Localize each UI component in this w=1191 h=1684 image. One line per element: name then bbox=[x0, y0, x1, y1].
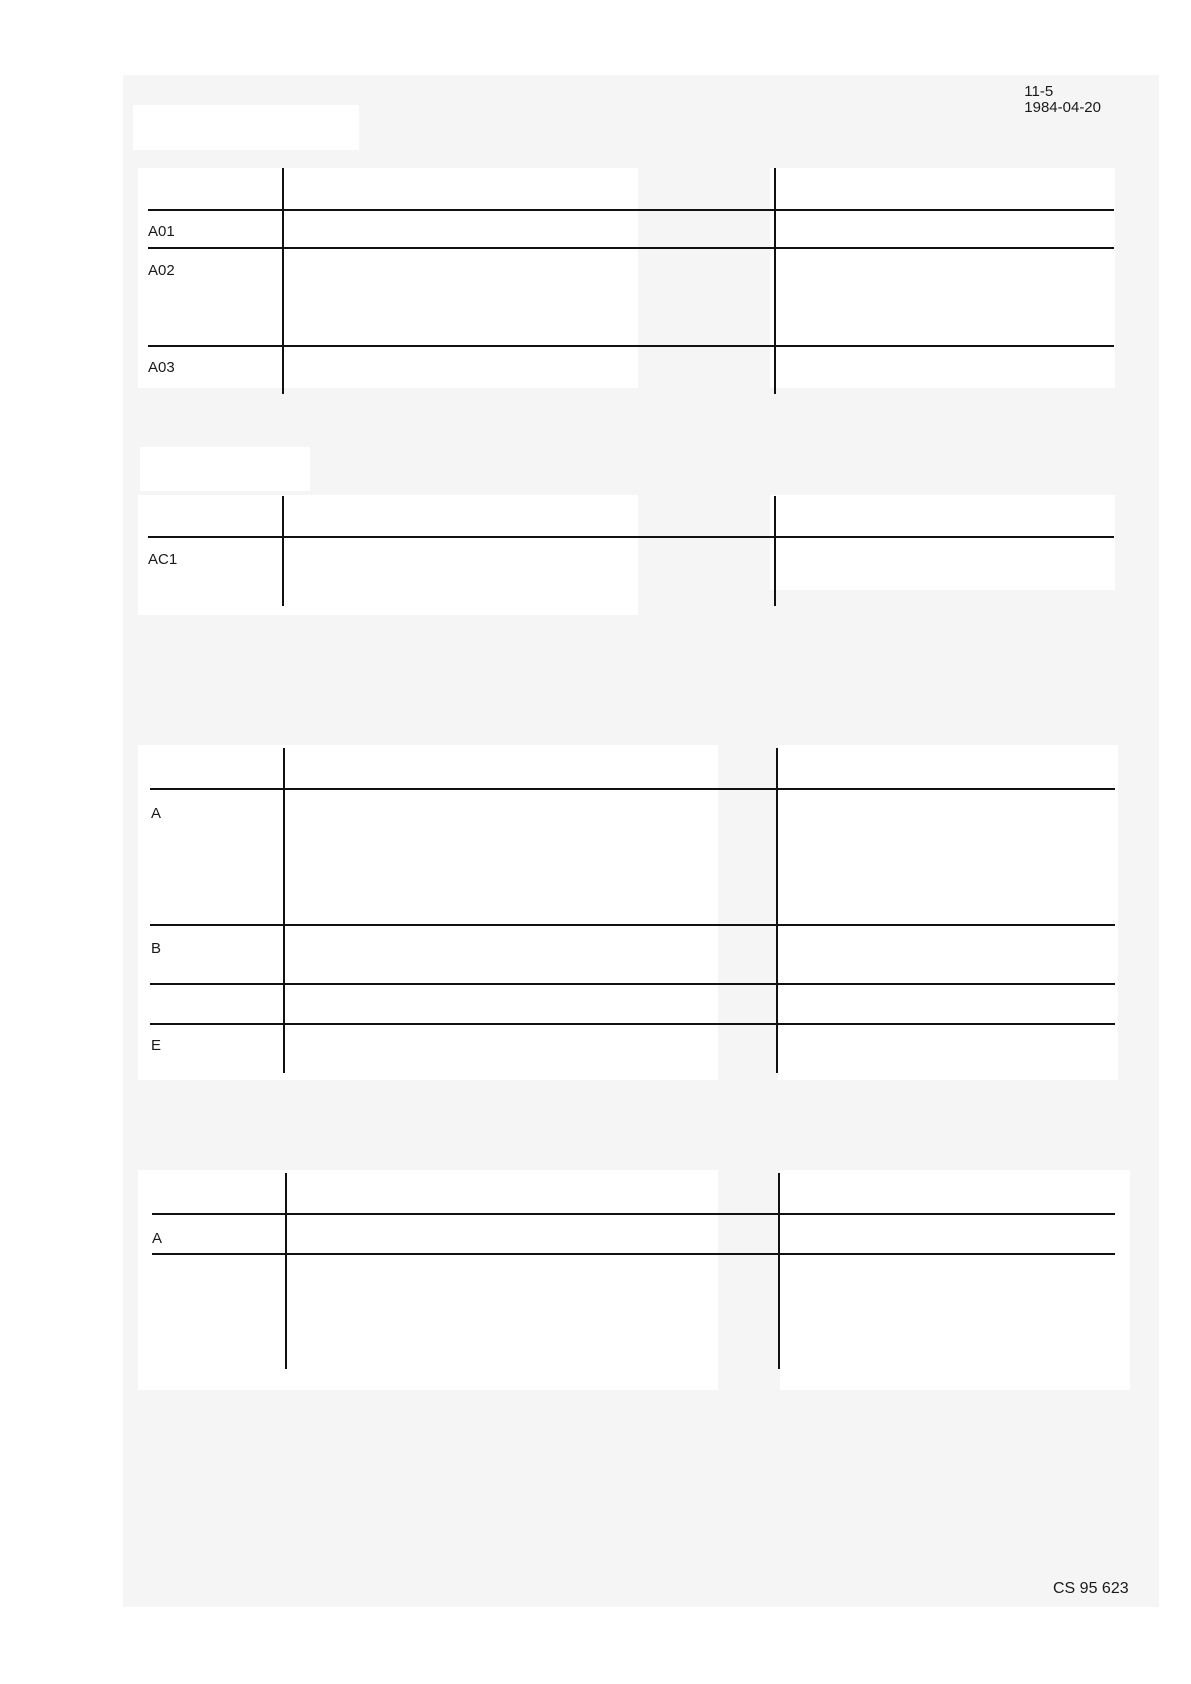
page-reference: 11-5 bbox=[1024, 83, 1054, 100]
row-divider bbox=[150, 1023, 1115, 1025]
column-divider bbox=[774, 496, 776, 606]
column-divider bbox=[282, 168, 284, 394]
blank-patch bbox=[138, 745, 718, 1080]
row-label: A03 bbox=[148, 359, 175, 376]
row-divider bbox=[148, 345, 1114, 347]
blank-patch bbox=[133, 105, 359, 150]
column-divider bbox=[285, 1173, 287, 1369]
row-label: E bbox=[151, 1037, 162, 1054]
row-divider bbox=[152, 1253, 1115, 1255]
row-divider bbox=[148, 247, 1114, 249]
blank-patch bbox=[780, 1170, 1130, 1390]
blank-patch bbox=[770, 168, 1115, 388]
row-divider bbox=[148, 209, 1114, 211]
blank-patch bbox=[138, 1170, 718, 1390]
row-label: AC1 bbox=[148, 551, 178, 568]
row-divider bbox=[150, 924, 1115, 926]
document-header bbox=[1024, 84, 1101, 116]
row-divider bbox=[150, 788, 1115, 790]
row-divider bbox=[148, 536, 1114, 538]
row-label: B bbox=[151, 940, 162, 957]
blank-patch bbox=[140, 447, 310, 491]
blank-patch bbox=[778, 745, 1118, 1080]
document-code: CS 95 623 bbox=[1053, 1580, 1129, 1597]
row-label: A01 bbox=[148, 223, 175, 240]
column-divider bbox=[778, 1173, 780, 1369]
blank-patch bbox=[770, 495, 1115, 590]
row-divider bbox=[150, 983, 1115, 985]
row-divider bbox=[152, 1213, 1115, 1215]
document-date: 1984-04-20 bbox=[1024, 99, 1101, 116]
row-label: A02 bbox=[148, 262, 175, 279]
row-label: A bbox=[152, 1230, 163, 1247]
row-label: A bbox=[151, 805, 162, 822]
column-divider bbox=[282, 496, 284, 606]
blank-patch bbox=[138, 168, 638, 388]
column-divider bbox=[774, 168, 776, 394]
blank-patch bbox=[138, 495, 638, 615]
